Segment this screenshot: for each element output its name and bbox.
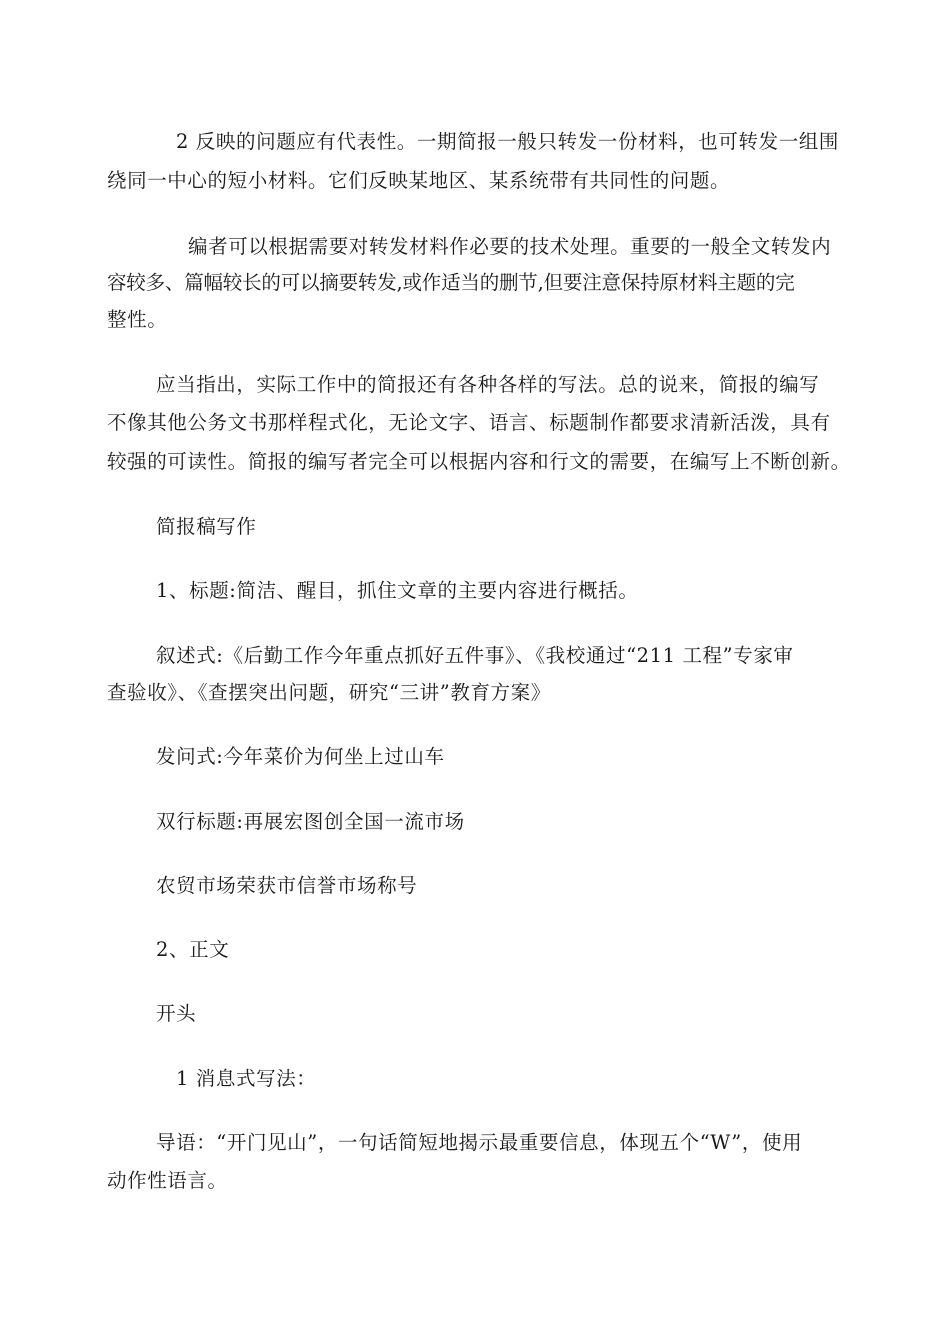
paragraph-3-line-2: 不像其他公务文书那样程式化，无论文字、语言、标题制作都要求清新活泼，具有	[107, 411, 831, 434]
paragraph-lead-line-2: 动作性语言。	[107, 1169, 228, 1192]
paragraph-lead-line-1: 导语：“开门见山”，一句话简短地揭示最重要信息，体现五个“W”，使用	[156, 1131, 803, 1154]
paragraph-market-honor: 农贸市场荣获市信誉市场称号	[156, 874, 418, 897]
paragraph-3-line-3: 较强的可读性。简报的编写者完全可以根据内容和行文的需要，在编写上不断创新。	[107, 450, 851, 473]
paragraph-2-line-1: 编者可以根据需要对转发材料作必要的技术处理。重要的一般全文转发内	[188, 235, 832, 258]
paragraph-opening: 开头	[156, 1002, 197, 1025]
paragraph-narrative-line-2: 查验收》、《查摆突出问题，研究“三讲”教育方案》	[107, 681, 551, 704]
paragraph-title-rule: 1、标题:简洁、醒目，抓住文章的主要内容进行概括。	[156, 579, 639, 602]
paragraph-3-line-1: 应当指出，实际工作中的简报还有各种各样的写法。总的说来，简报的编写	[156, 373, 820, 396]
paragraph-narrative-line-1: 叙述式:《后勤工作今年重点抓好五件事》、《我校通过“211 工程”专家审	[156, 644, 794, 667]
paragraph-news-style: 1 消息式写法：	[176, 1067, 317, 1090]
paragraph-2-line-2: 容较多、篇幅较长的可以摘要转发,或作适当的删节,但要注意保持原材料主题的完	[107, 271, 795, 294]
paragraph-double-title: 双行标题:再展宏图创全国一流市场	[156, 810, 465, 833]
paragraph-1-line-1: 2 反映的问题应有代表性。一期简报一般只转发一份材料，也可转发一组围	[176, 130, 840, 153]
section-heading-briefing-writing: 简报稿写作	[156, 515, 257, 538]
paragraph-body-heading: 2、正文	[156, 938, 230, 961]
paragraph-question-style: 发问式:今年菜价为何坐上过山车	[156, 745, 445, 768]
paragraph-2-line-3: 整性。	[107, 308, 168, 331]
paragraph-1-line-2: 绕同一中心的短小材料。它们反映某地区、某系统带有共同性的问题。	[107, 169, 731, 192]
